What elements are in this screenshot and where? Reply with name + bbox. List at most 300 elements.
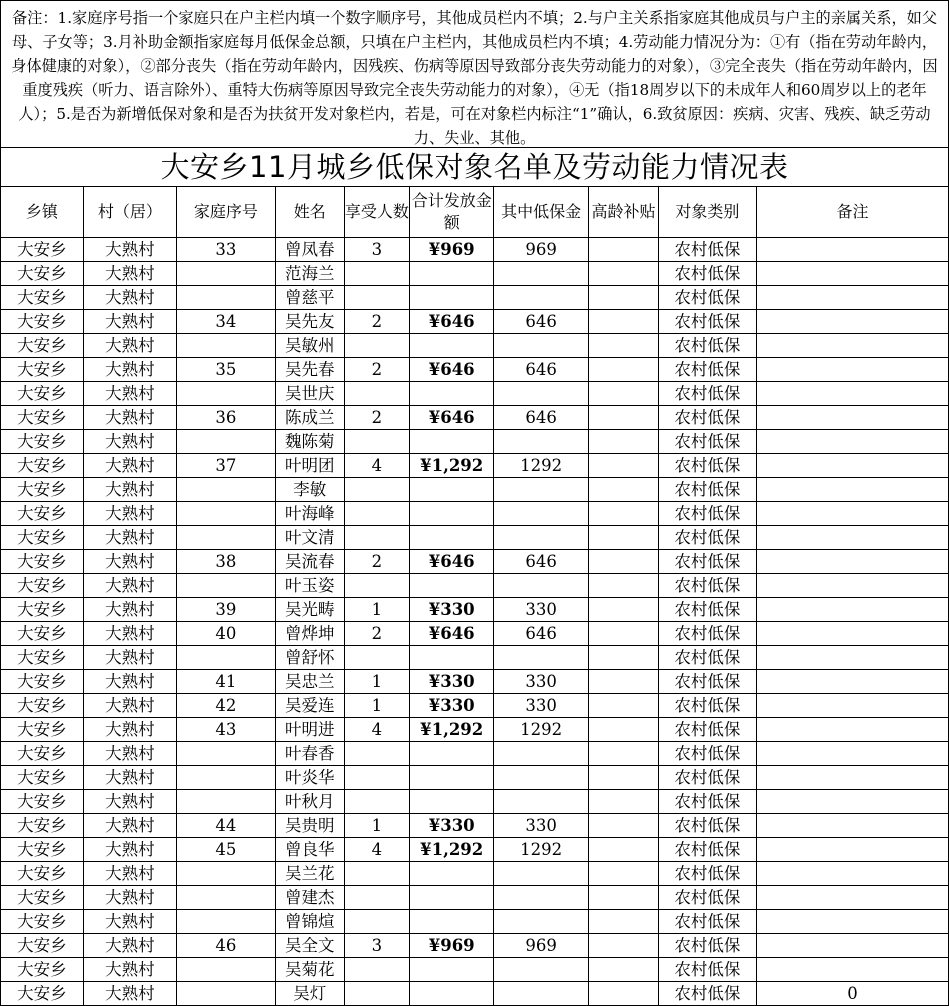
remark-cell[interactable]	[756, 334, 948, 358]
name-cell[interactable]: 吴流春	[275, 550, 344, 574]
family-seq-cell[interactable]	[176, 502, 275, 526]
total-amount-cell[interactable]	[410, 334, 494, 358]
category-cell[interactable]: 农村低保	[658, 550, 756, 574]
count-cell[interactable]: 1	[344, 814, 410, 838]
category-cell[interactable]: 农村低保	[658, 670, 756, 694]
family-seq-cell[interactable]	[176, 478, 275, 502]
dibao-amount-cell[interactable]	[494, 790, 589, 814]
elder-subsidy-cell[interactable]	[589, 766, 659, 790]
dibao-amount-cell[interactable]	[494, 742, 589, 766]
town-cell[interactable]: 大安乡	[1, 334, 84, 358]
dibao-amount-cell[interactable]: 330	[494, 670, 589, 694]
village-cell[interactable]: 大熟村	[83, 262, 176, 286]
family-seq-cell[interactable]	[176, 286, 275, 310]
count-cell[interactable]: 2	[344, 310, 410, 334]
total-amount-cell[interactable]	[410, 286, 494, 310]
total-amount-cell[interactable]	[410, 742, 494, 766]
town-cell[interactable]: 大安乡	[1, 814, 84, 838]
family-seq-cell[interactable]	[176, 574, 275, 598]
name-cell[interactable]: 叶明团	[275, 454, 344, 478]
total-amount-cell[interactable]: ¥646	[410, 406, 494, 430]
remark-cell[interactable]	[756, 814, 948, 838]
village-cell[interactable]: 大熟村	[83, 694, 176, 718]
village-cell[interactable]: 大熟村	[83, 382, 176, 406]
total-amount-cell[interactable]: ¥646	[410, 550, 494, 574]
town-cell[interactable]: 大安乡	[1, 238, 84, 262]
count-cell[interactable]: 1	[344, 694, 410, 718]
village-cell[interactable]: 大熟村	[83, 526, 176, 550]
dibao-amount-cell[interactable]	[494, 526, 589, 550]
name-cell[interactable]: 曾烨坤	[275, 622, 344, 646]
village-cell[interactable]: 大熟村	[83, 454, 176, 478]
dibao-amount-cell[interactable]: 330	[494, 814, 589, 838]
category-cell[interactable]: 农村低保	[658, 982, 756, 1006]
total-amount-cell[interactable]: ¥330	[410, 670, 494, 694]
count-cell[interactable]	[344, 862, 410, 886]
elder-subsidy-cell[interactable]	[589, 814, 659, 838]
remark-cell[interactable]	[756, 310, 948, 334]
name-cell[interactable]: 李敏	[275, 478, 344, 502]
category-cell[interactable]: 农村低保	[658, 718, 756, 742]
count-cell[interactable]: 1	[344, 670, 410, 694]
category-cell[interactable]: 农村低保	[658, 814, 756, 838]
elder-subsidy-cell[interactable]	[589, 238, 659, 262]
dibao-amount-cell[interactable]: 1292	[494, 454, 589, 478]
header-remark[interactable]: 备注	[756, 187, 948, 238]
count-cell[interactable]	[344, 886, 410, 910]
category-cell[interactable]: 农村低保	[658, 886, 756, 910]
total-amount-cell[interactable]: ¥1,292	[410, 838, 494, 862]
name-cell[interactable]: 曾慈平	[275, 286, 344, 310]
family-seq-cell[interactable]: 34	[176, 310, 275, 334]
total-amount-cell[interactable]	[410, 886, 494, 910]
town-cell[interactable]: 大安乡	[1, 694, 84, 718]
family-seq-cell[interactable]	[176, 790, 275, 814]
count-cell[interactable]	[344, 574, 410, 598]
name-cell[interactable]: 曾锦煊	[275, 910, 344, 934]
village-cell[interactable]: 大熟村	[83, 718, 176, 742]
total-amount-cell[interactable]	[410, 862, 494, 886]
category-cell[interactable]: 农村低保	[658, 646, 756, 670]
town-cell[interactable]: 大安乡	[1, 742, 84, 766]
total-amount-cell[interactable]: ¥646	[410, 622, 494, 646]
town-cell[interactable]: 大安乡	[1, 574, 84, 598]
name-cell[interactable]: 叶秋月	[275, 790, 344, 814]
total-amount-cell[interactable]	[410, 262, 494, 286]
family-seq-cell[interactable]: 40	[176, 622, 275, 646]
name-cell[interactable]: 吴贵明	[275, 814, 344, 838]
name-cell[interactable]: 曾舒怀	[275, 646, 344, 670]
elder-subsidy-cell[interactable]	[589, 622, 659, 646]
name-cell[interactable]: 叶海峰	[275, 502, 344, 526]
total-amount-cell[interactable]: ¥969	[410, 934, 494, 958]
family-seq-cell[interactable]	[176, 646, 275, 670]
dibao-amount-cell[interactable]: 330	[494, 694, 589, 718]
village-cell[interactable]: 大熟村	[83, 406, 176, 430]
category-cell[interactable]: 农村低保	[658, 622, 756, 646]
name-cell[interactable]: 陈成兰	[275, 406, 344, 430]
name-cell[interactable]: 吴菊花	[275, 958, 344, 982]
remark-cell[interactable]	[756, 838, 948, 862]
name-cell[interactable]: 吴先友	[275, 310, 344, 334]
name-cell[interactable]: 曾建杰	[275, 886, 344, 910]
count-cell[interactable]: 3	[344, 238, 410, 262]
category-cell[interactable]: 农村低保	[658, 742, 756, 766]
name-cell[interactable]: 曾凤春	[275, 238, 344, 262]
category-cell[interactable]: 农村低保	[658, 310, 756, 334]
town-cell[interactable]: 大安乡	[1, 766, 84, 790]
elder-subsidy-cell[interactable]	[589, 982, 659, 1006]
elder-subsidy-cell[interactable]	[589, 286, 659, 310]
village-cell[interactable]: 大熟村	[83, 622, 176, 646]
category-cell[interactable]: 农村低保	[658, 526, 756, 550]
count-cell[interactable]: 2	[344, 622, 410, 646]
count-cell[interactable]: 2	[344, 406, 410, 430]
name-cell[interactable]: 吴灯	[275, 982, 344, 1006]
family-seq-cell[interactable]	[176, 982, 275, 1006]
category-cell[interactable]: 农村低保	[658, 454, 756, 478]
elder-subsidy-cell[interactable]	[589, 862, 659, 886]
town-cell[interactable]: 大安乡	[1, 478, 84, 502]
total-amount-cell[interactable]	[410, 526, 494, 550]
count-cell[interactable]	[344, 766, 410, 790]
remark-cell[interactable]	[756, 934, 948, 958]
family-seq-cell[interactable]: 46	[176, 934, 275, 958]
family-seq-cell[interactable]: 43	[176, 718, 275, 742]
elder-subsidy-cell[interactable]	[589, 958, 659, 982]
name-cell[interactable]: 叶炎华	[275, 766, 344, 790]
village-cell[interactable]: 大熟村	[83, 934, 176, 958]
remark-cell[interactable]	[756, 670, 948, 694]
count-cell[interactable]: 2	[344, 358, 410, 382]
elder-subsidy-cell[interactable]	[589, 334, 659, 358]
name-cell[interactable]: 叶文清	[275, 526, 344, 550]
elder-subsidy-cell[interactable]	[589, 934, 659, 958]
town-cell[interactable]: 大安乡	[1, 622, 84, 646]
family-seq-cell[interactable]	[176, 910, 275, 934]
category-cell[interactable]: 农村低保	[658, 478, 756, 502]
town-cell[interactable]: 大安乡	[1, 358, 84, 382]
elder-subsidy-cell[interactable]	[589, 790, 659, 814]
count-cell[interactable]	[344, 262, 410, 286]
count-cell[interactable]: 4	[344, 718, 410, 742]
category-cell[interactable]: 农村低保	[658, 574, 756, 598]
dibao-amount-cell[interactable]: 330	[494, 598, 589, 622]
name-cell[interactable]: 吴光畴	[275, 598, 344, 622]
remark-cell[interactable]	[756, 478, 948, 502]
village-cell[interactable]: 大熟村	[83, 574, 176, 598]
count-cell[interactable]	[344, 334, 410, 358]
total-amount-cell[interactable]	[410, 382, 494, 406]
family-seq-cell[interactable]	[176, 886, 275, 910]
header-name[interactable]: 姓名	[275, 187, 344, 238]
family-seq-cell[interactable]	[176, 742, 275, 766]
elder-subsidy-cell[interactable]	[589, 430, 659, 454]
count-cell[interactable]: 3	[344, 934, 410, 958]
family-seq-cell[interactable]: 38	[176, 550, 275, 574]
total-amount-cell[interactable]	[410, 478, 494, 502]
dibao-amount-cell[interactable]: 969	[494, 238, 589, 262]
total-amount-cell[interactable]: ¥1,292	[410, 454, 494, 478]
remark-cell[interactable]	[756, 694, 948, 718]
total-amount-cell[interactable]: ¥969	[410, 238, 494, 262]
family-seq-cell[interactable]: 44	[176, 814, 275, 838]
total-amount-cell[interactable]: ¥1,292	[410, 718, 494, 742]
name-cell[interactable]: 吴爱连	[275, 694, 344, 718]
category-cell[interactable]: 农村低保	[658, 262, 756, 286]
remark-cell[interactable]	[756, 430, 948, 454]
village-cell[interactable]: 大熟村	[83, 238, 176, 262]
count-cell[interactable]	[344, 502, 410, 526]
remark-cell[interactable]	[756, 766, 948, 790]
family-seq-cell[interactable]	[176, 430, 275, 454]
count-cell[interactable]: 4	[344, 454, 410, 478]
town-cell[interactable]: 大安乡	[1, 550, 84, 574]
total-amount-cell[interactable]	[410, 646, 494, 670]
village-cell[interactable]: 大熟村	[83, 742, 176, 766]
dibao-amount-cell[interactable]: 646	[494, 406, 589, 430]
elder-subsidy-cell[interactable]	[589, 838, 659, 862]
town-cell[interactable]: 大安乡	[1, 286, 84, 310]
village-cell[interactable]: 大熟村	[83, 286, 176, 310]
town-cell[interactable]: 大安乡	[1, 646, 84, 670]
name-cell[interactable]: 吴兰花	[275, 862, 344, 886]
total-amount-cell[interactable]	[410, 766, 494, 790]
category-cell[interactable]: 农村低保	[658, 958, 756, 982]
total-amount-cell[interactable]	[410, 982, 494, 1006]
village-cell[interactable]: 大熟村	[83, 598, 176, 622]
town-cell[interactable]: 大安乡	[1, 382, 84, 406]
family-seq-cell[interactable]	[176, 262, 275, 286]
category-cell[interactable]: 农村低保	[658, 862, 756, 886]
family-seq-cell[interactable]: 42	[176, 694, 275, 718]
village-cell[interactable]: 大熟村	[83, 310, 176, 334]
village-cell[interactable]: 大熟村	[83, 502, 176, 526]
town-cell[interactable]: 大安乡	[1, 958, 84, 982]
remark-cell[interactable]	[756, 262, 948, 286]
village-cell[interactable]: 大熟村	[83, 790, 176, 814]
dibao-amount-cell[interactable]	[494, 910, 589, 934]
remark-cell[interactable]	[756, 790, 948, 814]
elder-subsidy-cell[interactable]	[589, 526, 659, 550]
remark-cell[interactable]	[756, 406, 948, 430]
header-dibao[interactable]: 其中低保金	[494, 187, 589, 238]
dibao-amount-cell[interactable]	[494, 430, 589, 454]
header-town[interactable]: 乡镇	[1, 187, 84, 238]
town-cell[interactable]: 大安乡	[1, 262, 84, 286]
category-cell[interactable]: 农村低保	[658, 382, 756, 406]
remark-cell[interactable]	[756, 742, 948, 766]
total-amount-cell[interactable]	[410, 502, 494, 526]
town-cell[interactable]: 大安乡	[1, 718, 84, 742]
dibao-amount-cell[interactable]	[494, 574, 589, 598]
family-seq-cell[interactable]	[176, 862, 275, 886]
town-cell[interactable]: 大安乡	[1, 526, 84, 550]
town-cell[interactable]: 大安乡	[1, 502, 84, 526]
village-cell[interactable]: 大熟村	[83, 910, 176, 934]
town-cell[interactable]: 大安乡	[1, 934, 84, 958]
elder-subsidy-cell[interactable]	[589, 502, 659, 526]
dibao-amount-cell[interactable]: 646	[494, 310, 589, 334]
town-cell[interactable]: 大安乡	[1, 886, 84, 910]
village-cell[interactable]: 大熟村	[83, 838, 176, 862]
remark-cell[interactable]	[756, 550, 948, 574]
name-cell[interactable]: 魏陈菊	[275, 430, 344, 454]
dibao-amount-cell[interactable]	[494, 286, 589, 310]
name-cell[interactable]: 范海兰	[275, 262, 344, 286]
town-cell[interactable]: 大安乡	[1, 430, 84, 454]
total-amount-cell[interactable]	[410, 958, 494, 982]
total-amount-cell[interactable]: ¥330	[410, 598, 494, 622]
elder-subsidy-cell[interactable]	[589, 382, 659, 406]
header-village[interactable]: 村（居）	[83, 187, 176, 238]
category-cell[interactable]: 农村低保	[658, 694, 756, 718]
family-seq-cell[interactable]: 41	[176, 670, 275, 694]
name-cell[interactable]: 叶明进	[275, 718, 344, 742]
count-cell[interactable]	[344, 646, 410, 670]
category-cell[interactable]: 农村低保	[658, 406, 756, 430]
header-elder-subsidy[interactable]: 高龄补贴	[589, 187, 659, 238]
category-cell[interactable]: 农村低保	[658, 430, 756, 454]
dibao-amount-cell[interactable]	[494, 334, 589, 358]
total-amount-cell[interactable]: ¥330	[410, 694, 494, 718]
village-cell[interactable]: 大熟村	[83, 550, 176, 574]
category-cell[interactable]: 农村低保	[658, 286, 756, 310]
elder-subsidy-cell[interactable]	[589, 262, 659, 286]
elder-subsidy-cell[interactable]	[589, 694, 659, 718]
elder-subsidy-cell[interactable]	[589, 550, 659, 574]
category-cell[interactable]: 农村低保	[658, 934, 756, 958]
remark-cell[interactable]	[756, 454, 948, 478]
elder-subsidy-cell[interactable]	[589, 358, 659, 382]
remark-cell[interactable]	[756, 358, 948, 382]
family-seq-cell[interactable]: 37	[176, 454, 275, 478]
name-cell[interactable]: 曾良华	[275, 838, 344, 862]
elder-subsidy-cell[interactable]	[589, 310, 659, 334]
dibao-amount-cell[interactable]	[494, 886, 589, 910]
town-cell[interactable]: 大安乡	[1, 838, 84, 862]
family-seq-cell[interactable]	[176, 958, 275, 982]
elder-subsidy-cell[interactable]	[589, 742, 659, 766]
village-cell[interactable]: 大熟村	[83, 646, 176, 670]
village-cell[interactable]: 大熟村	[83, 862, 176, 886]
name-cell[interactable]: 叶春香	[275, 742, 344, 766]
header-category[interactable]: 对象类别	[658, 187, 756, 238]
remark-cell[interactable]	[756, 958, 948, 982]
dibao-amount-cell[interactable]	[494, 646, 589, 670]
dibao-amount-cell[interactable]	[494, 862, 589, 886]
family-seq-cell[interactable]: 45	[176, 838, 275, 862]
count-cell[interactable]	[344, 982, 410, 1006]
name-cell[interactable]: 叶玉姿	[275, 574, 344, 598]
count-cell[interactable]	[344, 382, 410, 406]
remark-cell[interactable]	[756, 886, 948, 910]
count-cell[interactable]	[344, 958, 410, 982]
dibao-amount-cell[interactable]: 969	[494, 934, 589, 958]
remark-cell[interactable]	[756, 526, 948, 550]
total-amount-cell[interactable]	[410, 910, 494, 934]
town-cell[interactable]: 大安乡	[1, 910, 84, 934]
dibao-amount-cell[interactable]	[494, 262, 589, 286]
total-amount-cell[interactable]: ¥330	[410, 814, 494, 838]
family-seq-cell[interactable]: 35	[176, 358, 275, 382]
village-cell[interactable]: 大熟村	[83, 766, 176, 790]
town-cell[interactable]: 大安乡	[1, 982, 84, 1006]
town-cell[interactable]: 大安乡	[1, 454, 84, 478]
family-seq-cell[interactable]	[176, 766, 275, 790]
remark-cell[interactable]	[756, 646, 948, 670]
dibao-amount-cell[interactable]: 646	[494, 622, 589, 646]
elder-subsidy-cell[interactable]	[589, 646, 659, 670]
elder-subsidy-cell[interactable]	[589, 886, 659, 910]
total-amount-cell[interactable]: ¥646	[410, 310, 494, 334]
dibao-amount-cell[interactable]: 1292	[494, 718, 589, 742]
dibao-amount-cell[interactable]	[494, 958, 589, 982]
family-seq-cell[interactable]: 33	[176, 238, 275, 262]
family-seq-cell[interactable]: 39	[176, 598, 275, 622]
town-cell[interactable]: 大安乡	[1, 406, 84, 430]
elder-subsidy-cell[interactable]	[589, 598, 659, 622]
village-cell[interactable]: 大熟村	[83, 958, 176, 982]
family-seq-cell[interactable]	[176, 382, 275, 406]
category-cell[interactable]: 农村低保	[658, 910, 756, 934]
category-cell[interactable]: 农村低保	[658, 238, 756, 262]
family-seq-cell[interactable]: 36	[176, 406, 275, 430]
total-amount-cell[interactable]	[410, 574, 494, 598]
count-cell[interactable]: 1	[344, 598, 410, 622]
dibao-amount-cell[interactable]	[494, 478, 589, 502]
elder-subsidy-cell[interactable]	[589, 670, 659, 694]
family-seq-cell[interactable]	[176, 334, 275, 358]
elder-subsidy-cell[interactable]	[589, 454, 659, 478]
town-cell[interactable]: 大安乡	[1, 310, 84, 334]
elder-subsidy-cell[interactable]	[589, 718, 659, 742]
count-cell[interactable]	[344, 286, 410, 310]
category-cell[interactable]: 农村低保	[658, 358, 756, 382]
remark-cell[interactable]	[756, 910, 948, 934]
village-cell[interactable]: 大熟村	[83, 886, 176, 910]
name-cell[interactable]: 吴先春	[275, 358, 344, 382]
header-family-seq[interactable]: 家庭序号	[176, 187, 275, 238]
remark-cell[interactable]	[756, 382, 948, 406]
total-amount-cell[interactable]	[410, 430, 494, 454]
village-cell[interactable]: 大熟村	[83, 670, 176, 694]
village-cell[interactable]: 大熟村	[83, 358, 176, 382]
family-seq-cell[interactable]	[176, 526, 275, 550]
remark-cell[interactable]	[756, 622, 948, 646]
dibao-amount-cell[interactable]	[494, 382, 589, 406]
total-amount-cell[interactable]	[410, 790, 494, 814]
category-cell[interactable]: 农村低保	[658, 502, 756, 526]
count-cell[interactable]	[344, 742, 410, 766]
remark-cell[interactable]: 0	[756, 982, 948, 1006]
village-cell[interactable]: 大熟村	[83, 478, 176, 502]
count-cell[interactable]	[344, 910, 410, 934]
elder-subsidy-cell[interactable]	[589, 478, 659, 502]
count-cell[interactable]: 4	[344, 838, 410, 862]
remark-cell[interactable]	[756, 286, 948, 310]
name-cell[interactable]: 吴全文	[275, 934, 344, 958]
dibao-amount-cell[interactable]	[494, 982, 589, 1006]
count-cell[interactable]	[344, 430, 410, 454]
header-total[interactable]: 合计发放金额	[410, 187, 494, 238]
elder-subsidy-cell[interactable]	[589, 574, 659, 598]
remark-cell[interactable]	[756, 574, 948, 598]
count-cell[interactable]: 2	[344, 550, 410, 574]
dibao-amount-cell[interactable]: 646	[494, 358, 589, 382]
remark-cell[interactable]	[756, 598, 948, 622]
town-cell[interactable]: 大安乡	[1, 790, 84, 814]
